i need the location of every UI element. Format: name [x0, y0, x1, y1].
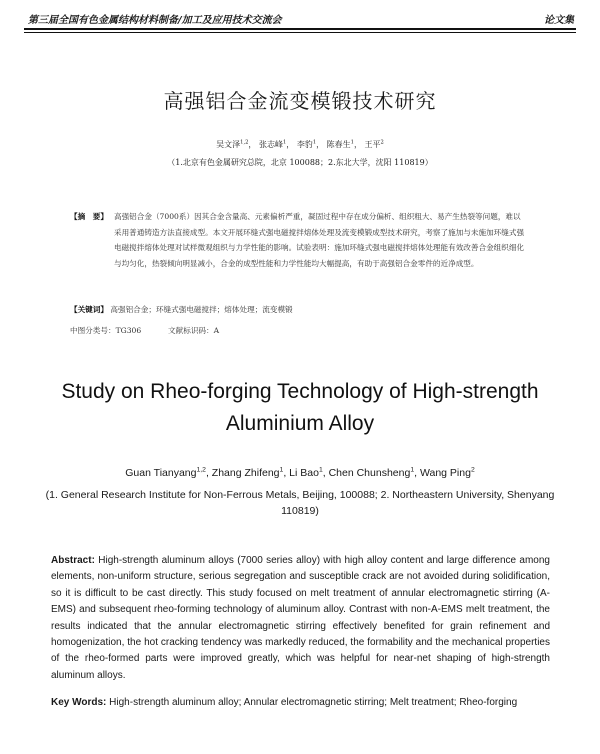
- header-rule: [24, 28, 576, 30]
- chinese-authors: 吴文泽$^{1,2}$， 张志峰$^1$， 李豹$^1$， 陈春生$^1$， 王平$^2$: [216, 139, 384, 149]
- conference-name: 第三届全国有色金属结构材料制备/加工及应用技术交流会: [28, 15, 282, 26]
- english-title: Study on Rheo-forging Technology of High-strength Aluminium Alloy: [61, 380, 539, 435]
- header-rule-thin: [24, 32, 576, 33]
- chinese-abstract: [70, 209, 526, 271]
- english-affiliation: (1. General Research Institute for Non-Ferrous Metals, Beijing, 100088; 2. Northeastern University, Shenyang 110819): [45, 489, 555, 517]
- english-authors: Guan Tianyang$^{1,2}$, Zhang Zhifeng$^1$, Li Bao$^1$, Chen Chunsheng$^1$, Wang Ping$^2$: [125, 466, 475, 479]
- proceedings-label: 论文集: [544, 15, 574, 26]
- doc-value: A: [213, 326, 220, 335]
- class-value: TG306: [115, 326, 142, 335]
- chinese-keywords-label: 【关键词】: [70, 305, 108, 314]
- running-header: [28, 11, 574, 26]
- chinese-keywords: [70, 304, 526, 315]
- chinese-keywords-text: 高强铝合金；环缝式强电磁搅拌；熔体处理；流变模锻: [110, 305, 293, 314]
- english-keywords-label: Key Words:: [51, 697, 107, 708]
- english-keywords: [51, 697, 550, 708]
- chinese-abstract-text: 高强铝合金（7000系）因其合金含量高、元素偏析严重，凝固过程中存在成分偏析、组织粗大、易产生热裂等问题，难以采用普通铸造方法直接成型。本文开展环缝式强电磁搅拌熔体处理及流变模锻成型技术研究，考察了施加与未施加环缝式强电磁搅拌熔体处理对试样微观组织与力学性能的影响。试验表明：施加环缝式强电磁搅拌熔体处理能有效改善合金组织细化与均匀化，热裂倾向明显减小，合金的成型性能和力学性能均大幅提高，有助于高强铝合金零件的近净成型。: [114, 212, 525, 268]
- chinese-affiliation: （1.北京有色金属研究总院，北京 100088；2.东北大学，沈阳 110819）: [167, 158, 433, 167]
- classification-line: [70, 325, 219, 336]
- english-abstract-text: High-strength aluminum alloys (7000 series alloy) with high alloy content and large difference among elements, non-uniform structure, serious segregation and susceptible crack are not avoided during solidification, so it is difficult to be cast directly. This study focused on melt treatment of annular electromagnetic stirring (A-EMS) and subsequent rheo-forming technology of aluminum alloy. Contrast with non-A-EMS melt treatment, the results indicated that the annular electromagnetic stirring effectively benefited for grain refinement and homogenization, the hot cracking tendency was markedly reduced, the formability and the mechanical properties of the rheo-formed parts were improved greatly, which was helpful for near-net shaping of high-strength aluminum alloys.: [51, 555, 550, 681]
- chinese-title: 高强铝合金流变模锻技术研究: [163, 89, 437, 113]
- english-keywords-text: High-strength aluminum alloy; Annular electromagnetic stirring; Melt treatment; Rheo-forging: [109, 697, 518, 708]
- doc-label: 文献标识码：: [168, 326, 214, 335]
- chinese-abstract-label: 【摘 要】: [70, 212, 108, 221]
- english-abstract: [51, 553, 550, 684]
- class-label: 中图分类号：: [70, 326, 116, 335]
- english-abstract-label: Abstract:: [51, 555, 95, 566]
